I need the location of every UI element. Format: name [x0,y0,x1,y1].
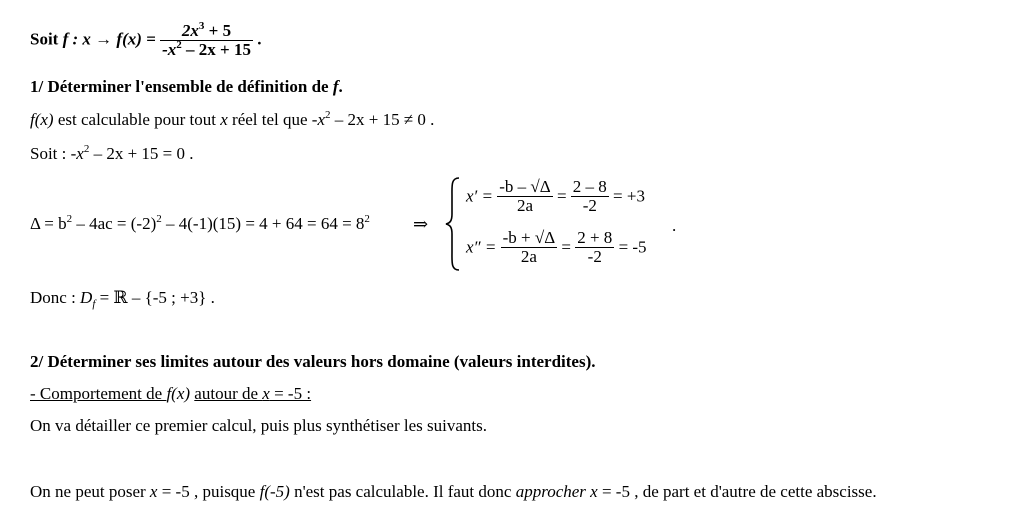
delta-computation: $\Delta = b^2 - 4ac = (-2)^2 - 4(-1)(15) = 4 + 64 = 64 = 8^2$ [30,213,370,233]
q2-approach-line: On ne peut poser x = -5 , puisque f(-5) n'est pas calculable. Il faut donc approcher x = -5 , de part et d'autre de cette abscisse. [30,482,877,501]
q2-subheading: - Comportement de f(x) autour de x = -5 : [30,384,312,403]
function-fraction: $\frac{2x^3 + 5}{-x^2 - 2x + 15}$ [162,20,251,59]
domain-line: Donc : $D_f$ = ℝ – {-5 ; +3} . [30,288,215,310]
implies-symbol: ⇒ [413,214,429,234]
arrow-symbol: → [95,29,113,49]
q1-calculable-line: f(x) est calculable pour tout x réel tel que $-x^2 - 2x + 15 \ne 0$ . [30,109,435,129]
q2-detail-line: On va détailler ce premier calcul, puis plus synthétiser les suivants. [30,416,487,435]
curly-brace [444,176,462,272]
root-x2-row: x″ = $\frac{-b + √\Delta}{2a}$ = $\frac{2 + 8}{-2}$ = -5 [466,228,647,266]
q1-equation-line: Soit : $-x^2 - 2x + 15 = 0$ . [30,143,194,163]
intro-line: Soit f : x → f(x) = $\frac{2x^3 + 5}{-x^2 - 2x + 15}$ . [30,20,262,59]
q1-heading: 1/ Déterminer l'ensemble de définition de f. [30,77,343,96]
root-x1-row: x′ = $\frac{-b - √\Delta}{2a}$ = $\frac{2 - 8}{-2}$ = +3 [466,177,645,215]
q2-heading: 2/ Déterminer ses limites autour des valeurs hors domaine (valeurs interdites). [30,352,596,371]
delta-trailing-dot: . [672,216,677,235]
